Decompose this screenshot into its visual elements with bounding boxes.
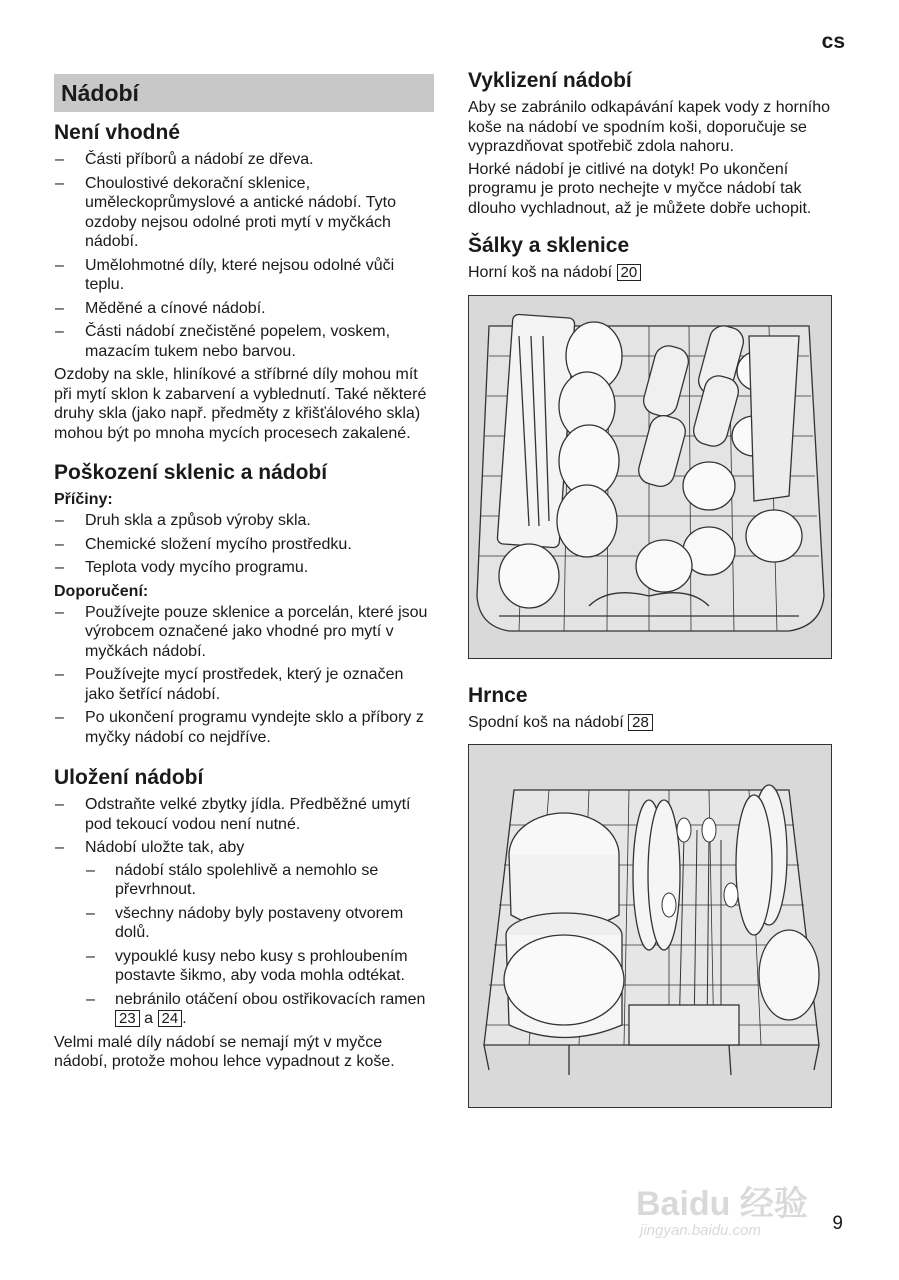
list-item: – Používejte pouze sklenice a porcelán, které jsou výrobcem označené jako vhodné pro mytí v myčkách nádobí. [54, 603, 434, 662]
pots-caption [468, 713, 838, 733]
unloading-paragraph: Aby se zabránilo odkapávání kapek vody z horního koše na nádobí ve spodním koši, doporučuje se vyprazdňovat spotřebič zdola nahoru. [468, 99, 831, 155]
conjunction: a [144, 1010, 154, 1027]
recommend-list [54, 603, 434, 748]
not-suitable-heading: Není vhodné [54, 121, 181, 144]
recommend-label: Doporučení: [54, 582, 149, 600]
list-item: – Chemické složení mycího prostředku. [54, 535, 434, 555]
list-item: – Měděné a cínové nádobí. [54, 299, 434, 319]
list-item: – Po ukončení programu vyndejte sklo a příbory z myčky nádobí co nejdříve. [54, 708, 434, 747]
sentence-end: . [182, 1010, 187, 1027]
lower-basket-illustration [468, 744, 832, 1108]
watermark-logo: Baidu 经验 [636, 1185, 808, 1223]
upper-basket-drawing [469, 296, 831, 658]
loading-heading: Uložení nádobí [54, 766, 204, 789]
causes-label: Příčiny: [54, 491, 113, 508]
caption-text: Spodní koš na nádobí [468, 713, 624, 731]
ref-number: 28 [628, 714, 653, 731]
list-item: – Umělohmotné díly, které nejsou odolné vůči teplu. [54, 256, 434, 295]
not-suitable-paragraph: Ozdoby na skle, hliníkové a stříbrné díly mohou mít při mytí sklon k zabarvení a vyblednutí. Také některé druhy skla (jako např. předměty z křišťálového skla) mohou být po mnoha mycích procesech zakalené. [54, 366, 427, 442]
list-item: – Používejte mycí prostředek, který je označen jako šetřící nádobí. [54, 665, 434, 704]
left-column [54, 74, 434, 1075]
upper-basket-illustration [468, 295, 832, 659]
causes-list [54, 511, 434, 578]
watermark-url: jingyan.baidu.com [640, 1222, 761, 1239]
list-item: – Části příborů a nádobí ze dřeva. [54, 150, 434, 170]
loading-list [54, 795, 434, 1029]
sub-item-text: nebránilo otáčení obou ostřikovacích ramen [115, 990, 426, 1008]
baidu-watermark [636, 1166, 846, 1248]
sub-list-item [85, 990, 434, 1029]
section-title: Nádobí [54, 74, 434, 112]
sub-list-item: – vypouklé kusy nebo kusy s prohloubením postavte šikmo, aby voda mohla odtékat. [85, 947, 434, 986]
loading-paragraph: Velmi malé díly nádobí se nemají mýt v myčce nádobí, protože mohou lehce vypadnout z koše. [54, 1033, 395, 1070]
loading-sublist [85, 861, 434, 1029]
list-item: – Odstraňte velké zbytky jídla. Předběžné umytí pod tekoucí vodou není nutné. [54, 795, 434, 834]
page-number: 9 [832, 1213, 843, 1234]
unloading-paragraph: Horké nádobí je citlivé na dotyk! Po ukončení programu je proto nechejte v myčce nádobí tak dlouho vychladnout, až je můžete dobře uchopit. [468, 160, 812, 217]
list-item: – Části nádobí znečistěné popelem, voskem, mazacím tukem nebo barvou. [54, 322, 434, 361]
lower-basket-drawing [469, 745, 831, 1107]
ref-number: 23 [115, 1010, 140, 1027]
caption-text: Horní koš na nádobí [468, 264, 613, 281]
ref-number: 24 [158, 1010, 183, 1027]
list-item: – Teplota vody mycího programu. [54, 558, 434, 578]
cups-caption [468, 263, 838, 283]
sub-list-item: – nádobí stálo spolehlivě a nemohlo se převrhnout. [85, 861, 434, 900]
right-column [468, 68, 838, 1108]
not-suitable-list [54, 150, 434, 361]
list-item-text: Nádobí uložte tak, aby [85, 839, 245, 856]
unloading-heading: Vyklizení nádobí [468, 69, 632, 92]
sub-list-item: – všechny nádoby byly postaveny otvorem dolů. [85, 904, 434, 943]
damage-heading: Poškození sklenic a nádobí [54, 461, 328, 484]
list-item [54, 838, 434, 1029]
pots-heading: Hrnce [468, 683, 528, 707]
cups-heading: Šálky a sklenice [468, 234, 630, 257]
list-item: – Druh skla a způsob výroby skla. [54, 511, 434, 531]
list-item: – Choulostivé dekorační sklenice, uměleckoprůmyslové a antické nádobí. Tyto ozdoby nejsou odolné proti mytí v myčkách nádobí. [54, 174, 434, 252]
ref-number: 20 [617, 264, 642, 281]
language-code: cs [821, 30, 845, 53]
